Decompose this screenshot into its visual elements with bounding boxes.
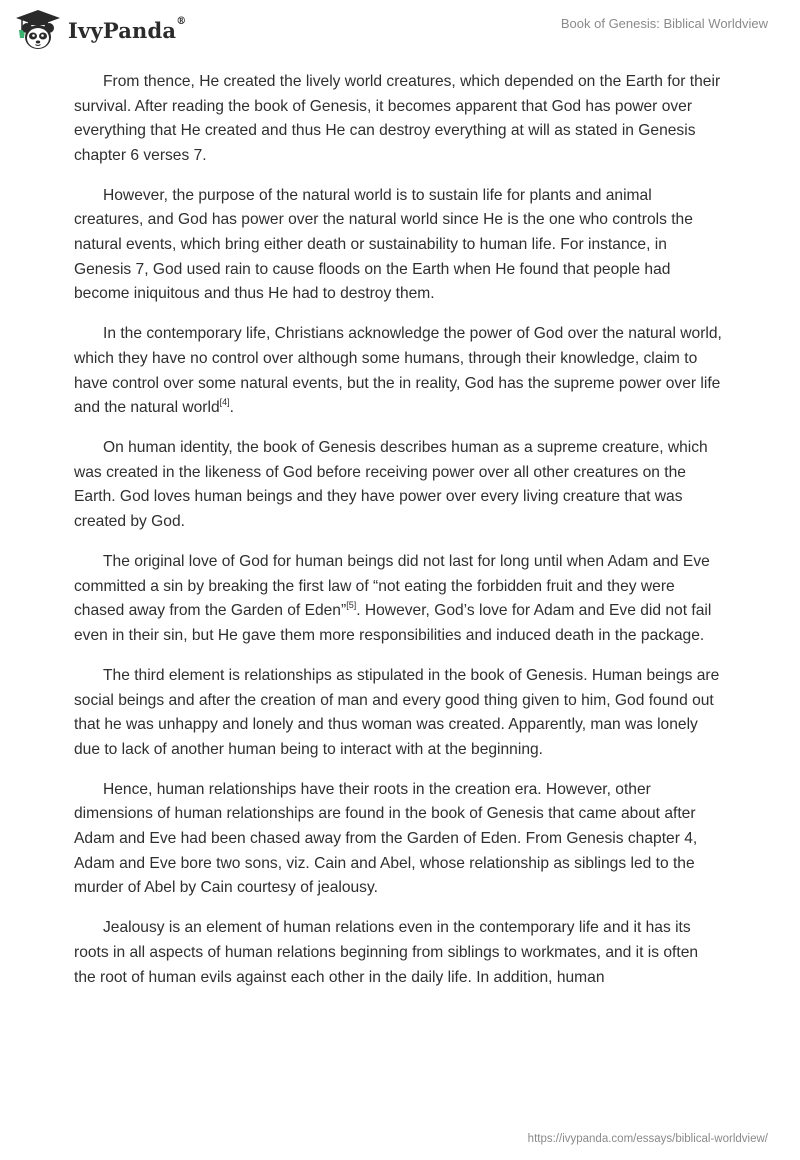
- source-url[interactable]: https://ivypanda.com/essays/biblical-worldview/: [527, 1133, 768, 1145]
- essay-body: [74, 70, 724, 1006]
- paragraph: The original love of God for human beings did not last for long until when Adam and Eve committed a sin by breaking the first law of “not eating the forbidden fruit and they were chased away from the Garden of Eden”[5]. However, God’s love for Adam and Eve did not fail even in their sin, but He gave them more responsibilities and induced death in the package.: [74, 553, 712, 644]
- paragraph: On human identity, the book of Genesis describes human as a supreme creature, which was created in the likeness of God before receiving power over all other creatures on the Earth. God loves human beings and they have power over every living creature that was created by God.: [74, 439, 708, 530]
- footnote-ref-4[interactable]: [4]: [219, 396, 230, 407]
- document-title: Book of Genesis: Biblical Worldview: [560, 16, 768, 31]
- page-header: [0, 0, 800, 60]
- paragraph: Jealousy is an element of human relations even in the contemporary life and it has its roots in all aspects of human relations beginning from siblings to workmates, and it is often the root of human evils against each other in the daily life. In addition, human: [74, 919, 699, 986]
- paragraph: From thence, He created the lively world creatures, which depended on the Earth for their survival. After reading the book of Genesis, it becomes apparent that God has power over everything that He created and thus He can destroy everything at will as stated in Genesis chapter 6 verses 7.: [74, 73, 721, 164]
- brand-name: IvyPanda®: [68, 15, 187, 43]
- footnote-ref-5[interactable]: [5]: [346, 600, 357, 611]
- paragraph: In the contemporary life, Christians acknowledge the power of God over the natural world, which they have no control over although some humans, through their knowledge, claim to have control over some natural events, but the in reality, God has the supreme power over life and the natural world[4].: [74, 325, 722, 417]
- panda-graduate-icon: [14, 8, 62, 52]
- ivypanda-logo[interactable]: [14, 8, 186, 52]
- paragraph: The third element is relationships as stipulated in the book of Genesis. Human beings are social beings and after the creation of man and every good thing given to him, God found out that he was unhappy and lonely and thus woman was created. Apparently, man was lonely due to lack of another human being to interact with at the beginning.: [74, 666, 720, 758]
- paragraph: However, the purpose of the natural world is to sustain life for plants and animal creatures, and God has power over the natural world since He is the one who controls the natural events, which bring either death or sustainability to human life. For instance, in Genesis 7, God used rain to cause floods on the Earth when He found that people had become iniquitous and thus He had to destroy them.: [74, 186, 693, 303]
- paragraph: Hence, human relationships have their roots in the creation era. However, other dimensions of human relationships are found in the book of Genesis that came about after Adam and Eve had been chased away from the Garden of Eden. From Genesis chapter 4, Adam and Eve bore two sons, viz. Cain and Abel, whose relationship as siblings led to the murder of Abel by Cain courtesy of jealousy.: [74, 780, 698, 897]
